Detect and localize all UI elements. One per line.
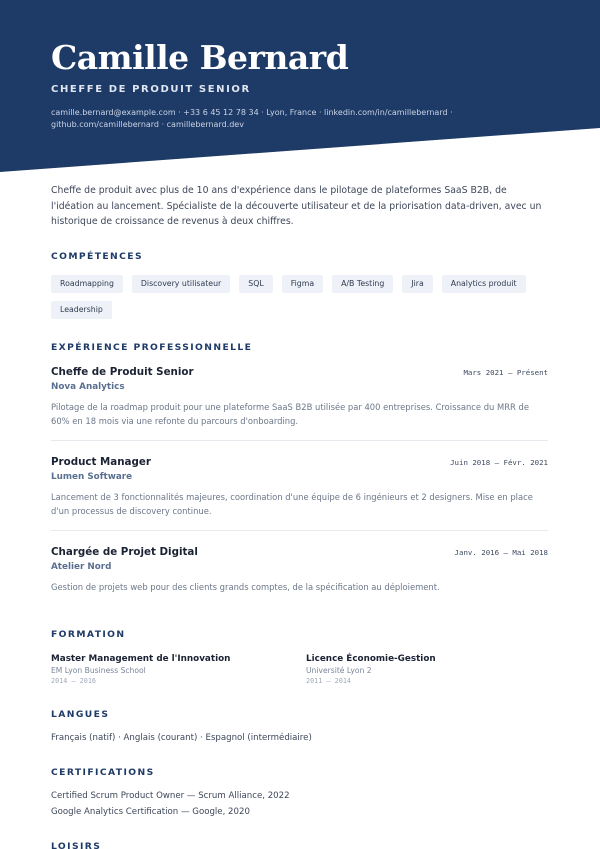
profile-summary: Cheffe de produit avec plus de 10 ans d'expérience dans le pilotage de plateformes SaaS B2B, de l'idéation au lancement. Spécialiste de la découverte utilisateur et de la priorisation data-driven, avec un historique de croissance de revenus à deux chiffres.: [51, 185, 542, 227]
experience-entry: [51, 366, 548, 428]
job-description: Gestion de projets web pour des clients grands comptes, de la spécification au déploiement.: [51, 582, 440, 592]
education-entry: [306, 654, 436, 685]
job-description: Pilotage de la roadmap produit pour une plateforme SaaS B2B utilisée par 400 entreprises. Croissance du MRR de 60% en 18 mois via une refonte du parcours d'onboarding.: [51, 402, 529, 426]
certification-item: Google Analytics Certification — Google, 2020: [51, 807, 250, 817]
education-years: 2014 — 2016: [51, 677, 97, 685]
education-entry: [51, 654, 230, 685]
job-company: Atelier Nord: [51, 562, 112, 572]
job-dates: Mars 2021 — Présent: [463, 368, 548, 377]
certifications-section-title: CERTIFICATIONS: [51, 767, 155, 778]
skills-list: [51, 275, 551, 319]
job-company: Lumen Software: [51, 472, 133, 482]
languages-text: Français (natif) · Anglais (courant) · Espagnol (intermédiaire): [51, 733, 312, 743]
education-degree: Master Management de l'Innovation: [51, 654, 231, 664]
skill-tag: Figma: [282, 275, 323, 293]
candidate-role: CHEFFE DE PRODUIT SENIOR: [51, 84, 251, 95]
education-school: EM Lyon Business School: [51, 666, 146, 675]
skill-tag: Jira: [402, 275, 432, 293]
job-title: Product Manager: [51, 456, 151, 468]
education-degree: Licence Économie-Gestion: [306, 654, 436, 664]
entry-divider: [51, 440, 548, 441]
job-company: Nova Analytics: [51, 382, 125, 392]
skill-tag: SQL: [239, 275, 272, 293]
experience-entry: [51, 546, 548, 594]
job-dates: Juin 2018 — Févr. 2021: [450, 458, 548, 467]
entry-divider: [51, 530, 548, 531]
experience-entry: [51, 456, 548, 518]
certification-item: Certified Scrum Product Owner — Scrum Alliance, 2022: [51, 791, 290, 801]
hobbies-section-title: LOISIRS: [51, 841, 102, 849]
skill-tag: Discovery utilisateur: [132, 275, 230, 293]
header-band: [0, 0, 600, 175]
education-school: Université Lyon 2: [306, 666, 372, 675]
candidate-name: Camille Bernard: [51, 38, 349, 77]
languages-section-title: LANGUES: [51, 709, 110, 720]
skill-tag: A/B Testing: [332, 275, 393, 293]
skill-tag: Roadmapping: [51, 275, 123, 293]
skill-tag: Leadership: [51, 301, 112, 319]
skill-tag: Analytics produit: [442, 275, 526, 293]
job-description: Lancement de 3 fonctionnalités majeures, coordination d'une équipe de 6 ingénieurs et 2 designers. Mise en place d'un processus de discovery continue.: [51, 492, 533, 516]
job-title: Cheffe de Produit Senior: [51, 366, 194, 378]
skills-section-title: COMPÉTENCES: [51, 251, 143, 262]
education-section-title: FORMATION: [51, 629, 126, 640]
experience-section-title: EXPÉRIENCE PROFESSIONNELLE: [51, 342, 253, 353]
job-dates: Janv. 2016 — Mai 2018: [454, 548, 548, 557]
contact-line: camille.bernard@example.com · +33 6 45 12 78 34 · Lyon, France · linkedin.com/in/camillebernard · github.com/camillebernard · camillebernard.dev: [51, 108, 453, 129]
job-title: Chargée de Projet Digital: [51, 546, 198, 558]
education-years: 2011 — 2014: [306, 677, 352, 685]
